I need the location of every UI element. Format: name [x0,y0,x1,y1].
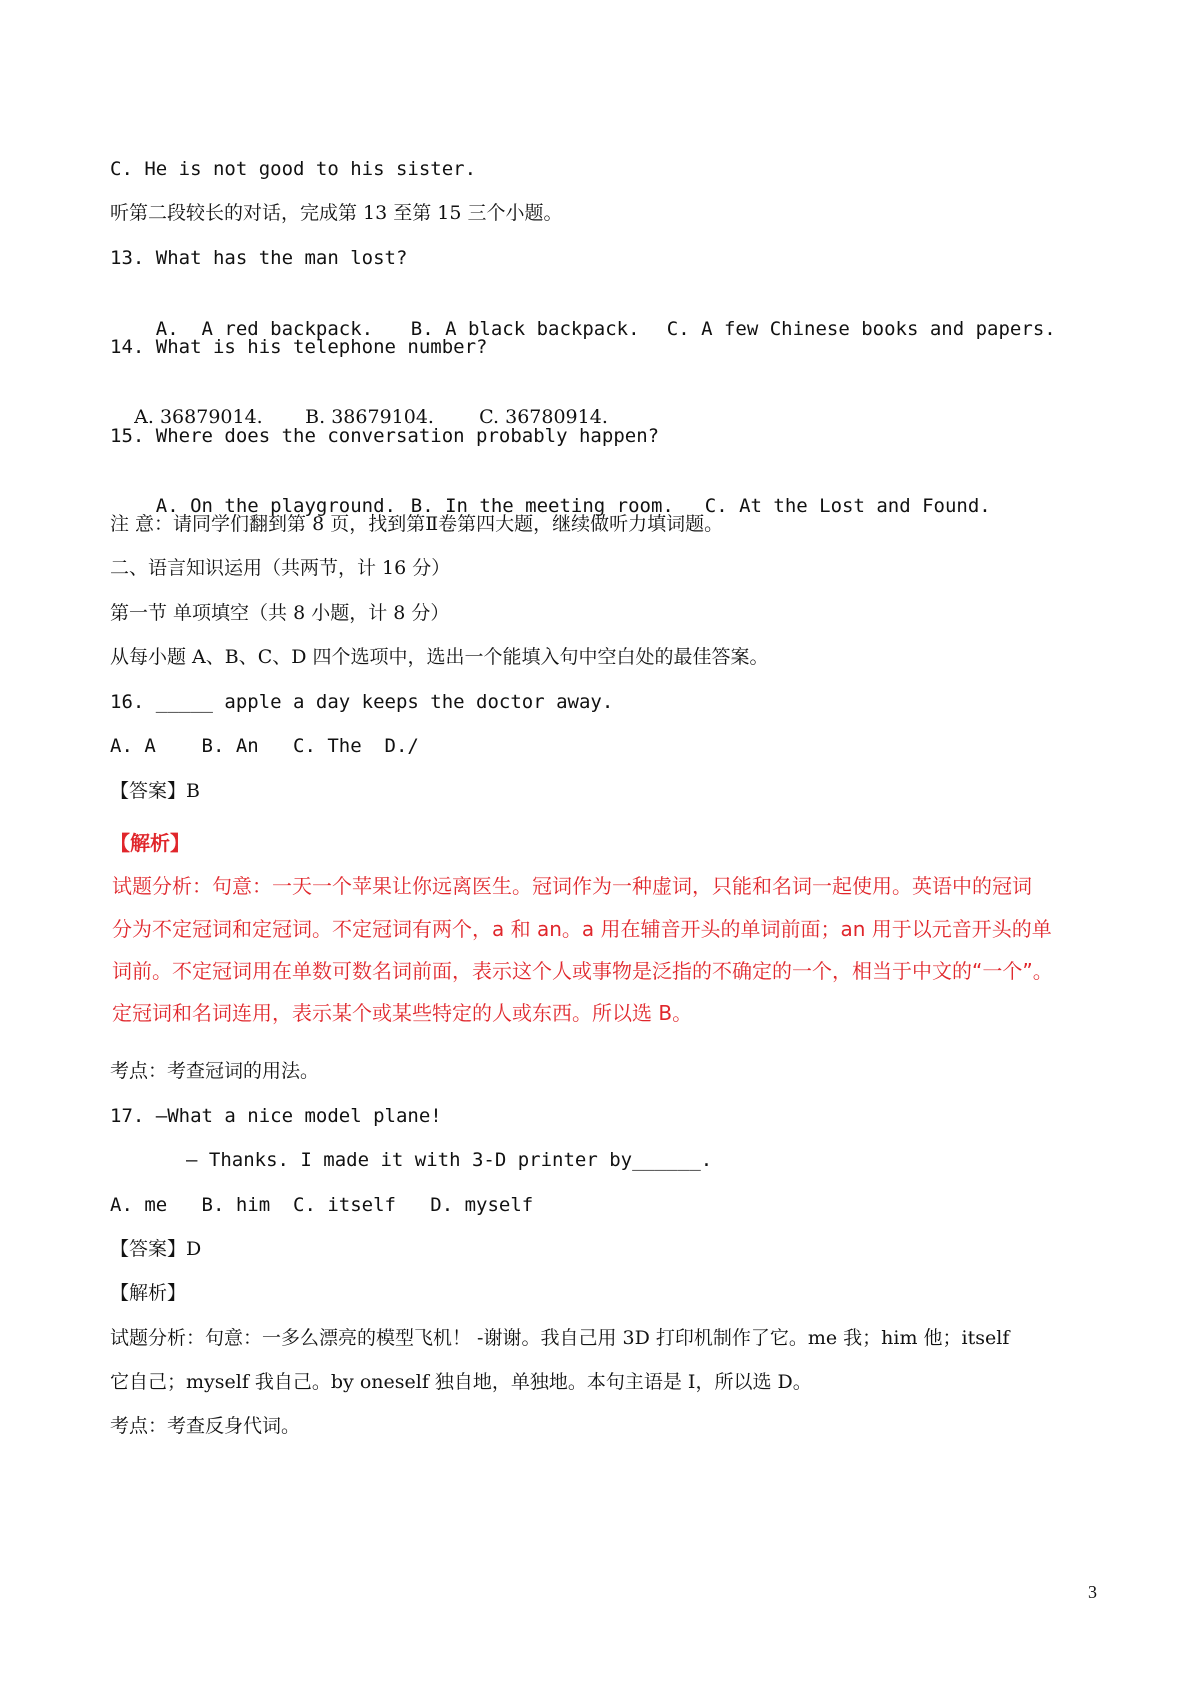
question-14: 14. What is his telephone number? [110,336,488,358]
option-c: C. At the Lost and Found. [704,495,991,517]
option-a: A. 36879014. [134,406,263,428]
question-16: 16. _____ apple a day keeps the doctor away. [110,691,614,713]
option-a: A. A red backpack. [155,318,374,340]
analysis-16-line-3: 词前。不定冠词用在单数可数名词前面，表示这个人或事物是泛指的不确定的一个，相当于中文的“一个”。 [112,959,1053,983]
option-b: B. 38679104. [305,406,434,428]
instruction-line: 从每小题 A、B、C、D 四个选项中，选出一个能填入句中空白处的最佳答案。 [110,646,769,668]
question-13: 13. What has the man lost? [110,247,408,269]
question-17-options: A. me B. him C. itself D. myself [110,1194,534,1216]
option-b: B. A black backpack. [410,318,640,340]
section-heading: 二、语言知识运用（共两节，计 16 分） [110,557,451,579]
analysis-heading-17: 【解析】 [110,1282,187,1304]
analysis-16-line-1: 试题分析：句意：一天一个苹果让你远离医生。冠词作为一种虚词，只能和名词一起使用。英语中的冠词 [112,874,1032,898]
analysis-17-line-1: 试题分析：句意：一多么漂亮的模型飞机！ -谢谢。我自己用 3D 打印机制作了它。me 我；him 他；itself [110,1327,1010,1349]
option-line: C. He is not good to his sister. [110,158,477,180]
option-c: C. 36780914. [479,406,608,428]
answer-17: 【答案】D [110,1238,202,1260]
note-line: 注 意：请同学们翻到第 8 页，找到第Ⅱ卷第四大题，继续做听力填词题。 [110,513,724,535]
option-c: C. A few Chinese books and papers. [666,318,1056,340]
analysis-heading-16: 【解析】 [110,831,190,855]
key-point-17: 考点：考查反身代词。 [110,1415,301,1437]
option-a: A. On the playground. [155,495,396,517]
page-number: 3 [1088,1582,1097,1602]
answer-16: 【答案】B [110,780,200,802]
question-17-reply: — Thanks. I made it with 3-D printer by______. [186,1149,713,1171]
question-15: 15. Where does the conversation probably happen? [110,425,660,447]
analysis-17-line-2: 它自己；myself 我自己。by oneself 独自地，单独地。本句主语是 I，所以选 D。 [110,1371,812,1393]
section-instruction: 听第二段较长的对话，完成第 13 至第 15 三个小题。 [110,202,563,224]
analysis-16-line-2: 分为不定冠词和定冠词。不定冠词有两个，a 和 an。a 用在辅音开头的单词前面；an 用于以元音开头的单 [112,917,1052,941]
option-b: B. In the meeting room. [410,495,674,517]
question-16-options: A. A B. An C. The D./ [110,735,419,757]
subsection-heading: 第一节 单项填空（共 8 小题，计 8 分） [110,602,450,624]
key-point-16: 考点：考查冠词的用法。 [110,1060,320,1082]
analysis-16-line-4: 定冠词和名词连用，表示某个或某些特定的人或东西。所以选 B。 [112,1001,693,1025]
question-17: 17. —What a nice model plane! [110,1105,442,1127]
